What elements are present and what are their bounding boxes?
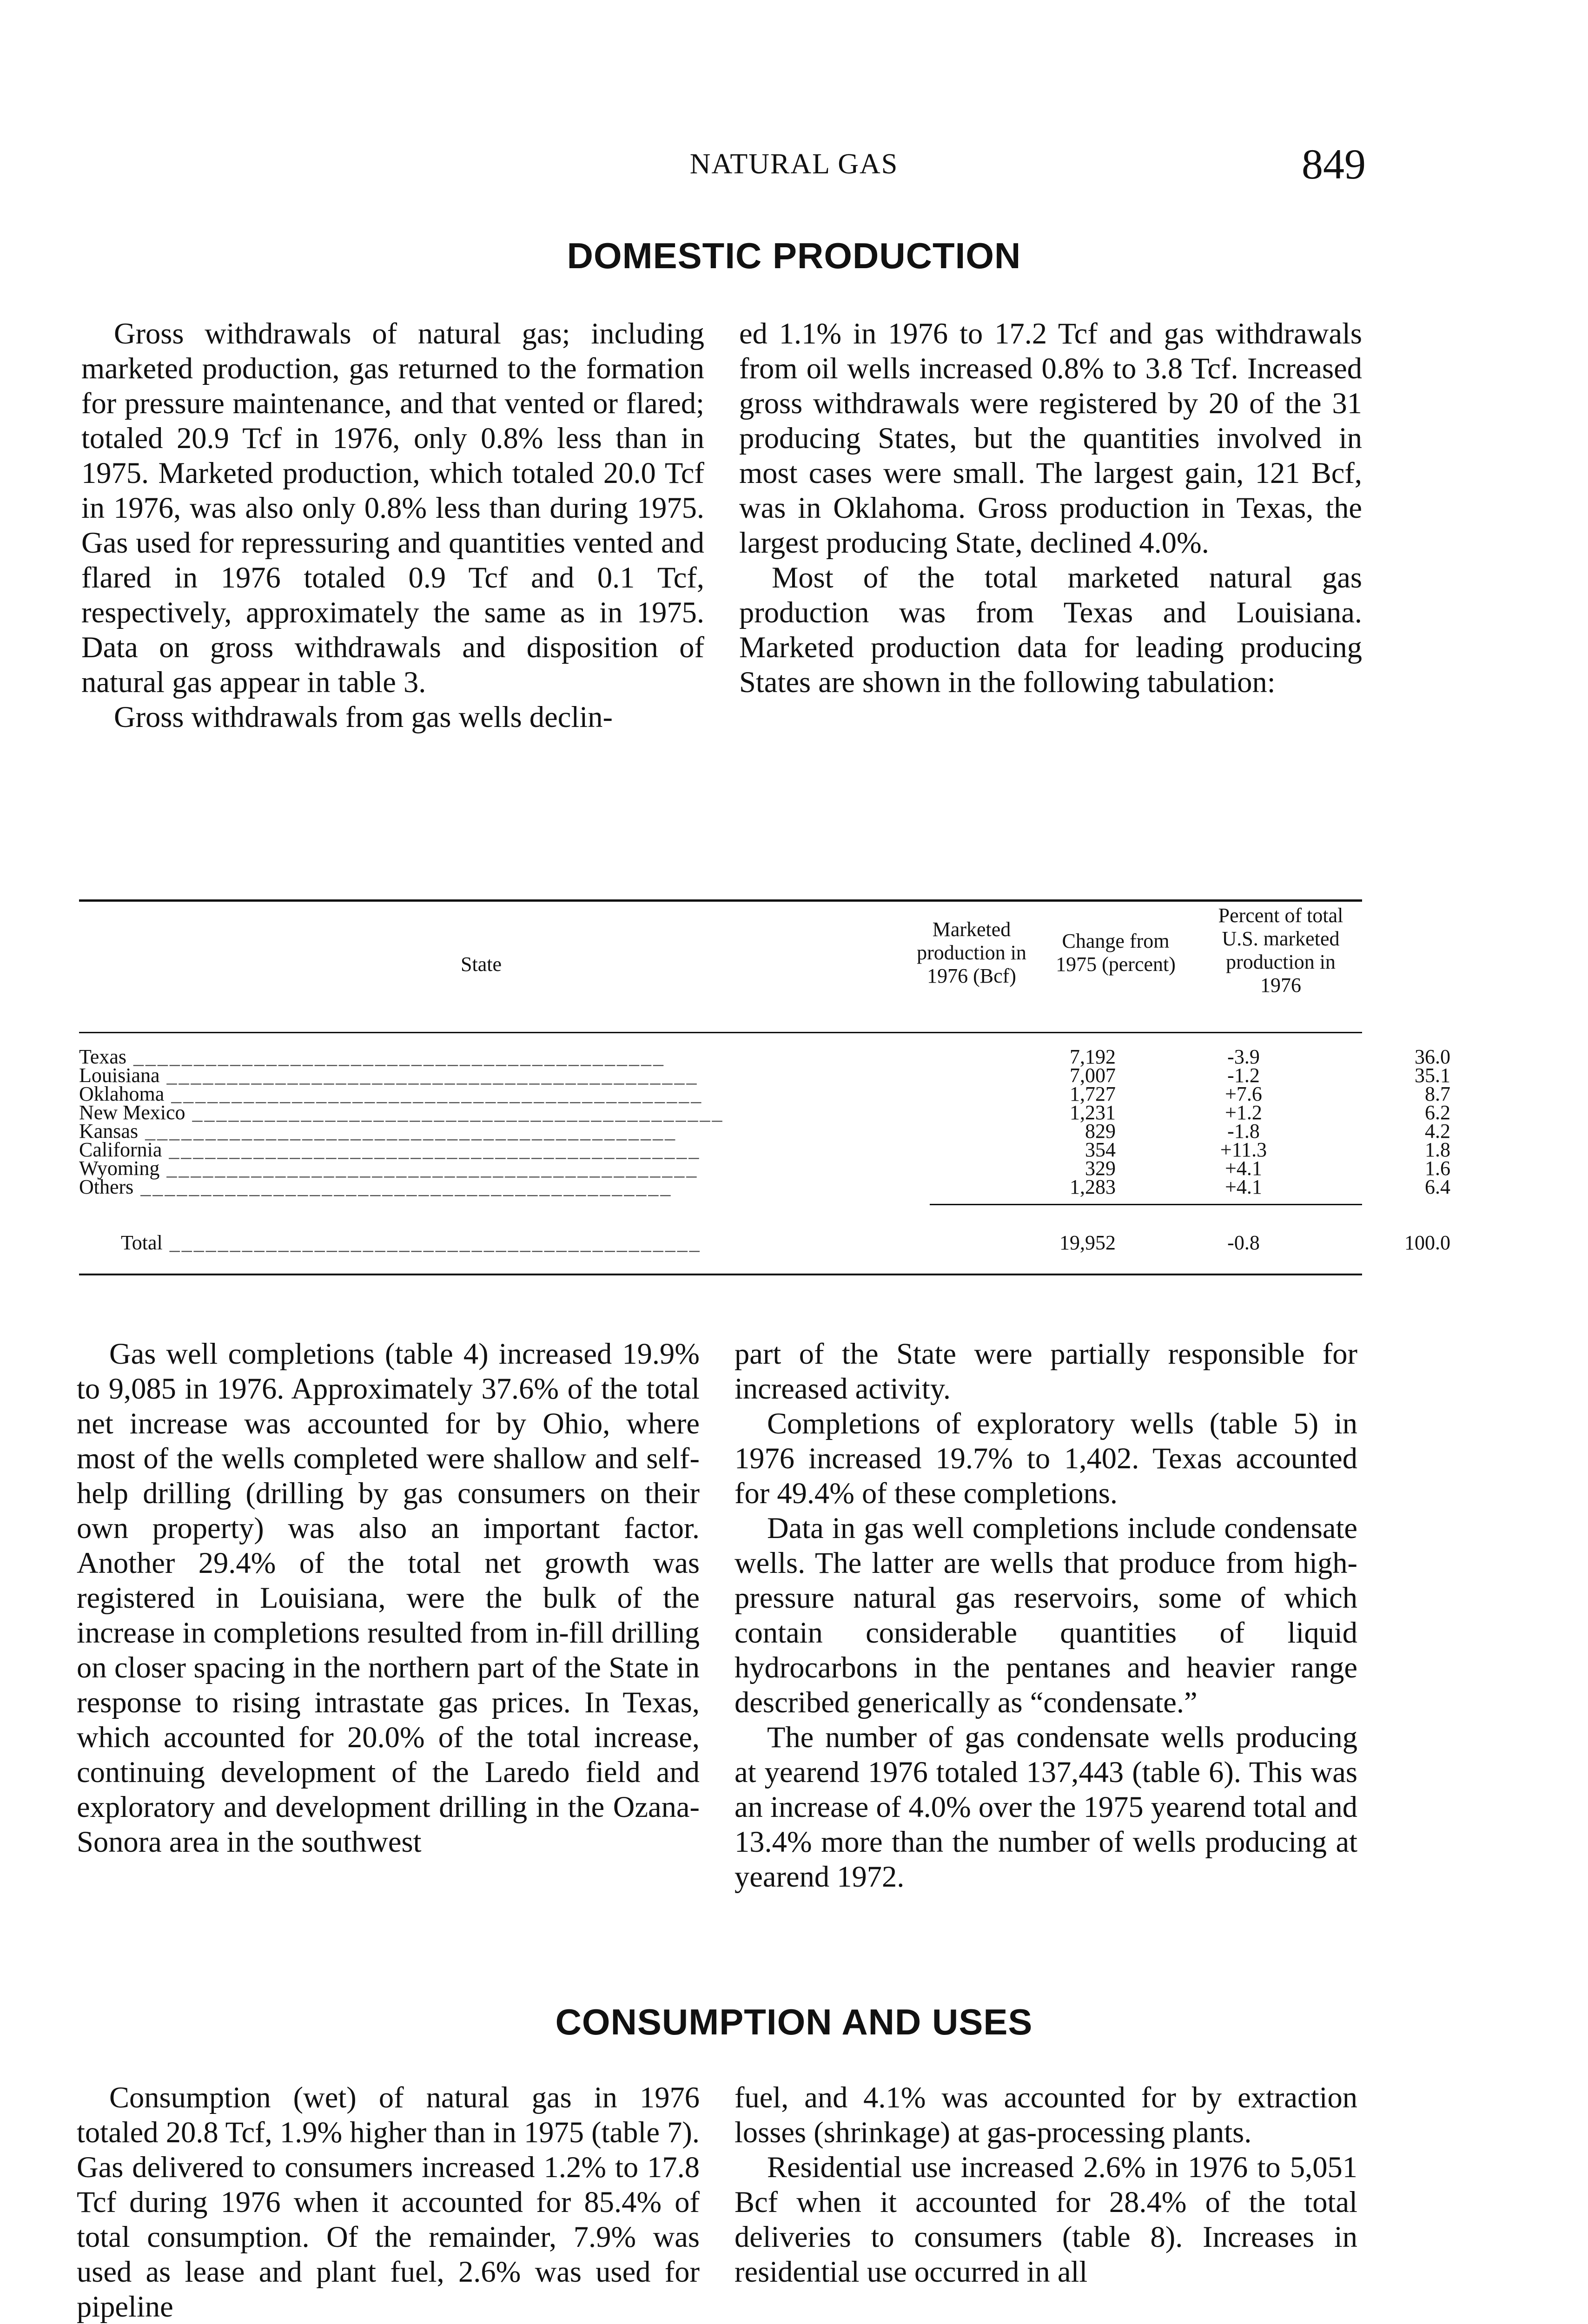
total-percent-value: 100.0 [1404,1231,1450,1254]
paragraph: Completions of exploratory wells (table 5) in 1976 increased 19.7% to 1,402. Texas accounted for 49.4% of these completions. [734,1407,1357,1510]
percent-value: 36.0 [1415,1045,1450,1068]
state-name: Others [79,1176,134,1198]
total-marketed-value: 19,952 [1059,1231,1116,1254]
change-value: -1.8 [1227,1120,1260,1142]
percent-value: 4.2 [1425,1120,1450,1142]
header-state: State [461,953,502,976]
paragraph: Gas well completions (table 4) increased 19.9% to 9,085 in 1976. Approximately 37.6% of the total net increase was accounted for by Ohio, where most of the wells completed were shallow and self-help drilling (drilling by gas consumers on their own property) was also an important factor. Another 29.4% of the total net growth was registered in Louisiana, were the bulk of the increase in completions resulted from in-fill drilling on closer spacing in the northern part of the State in response to rising intrastate gas prices. In Texas, which accounted for 20.0% of the total increase, continuing development of the Laredo field and exploratory and development drilling in the Ozana-Sonora area in the southwest [77,1337,700,1858]
change-value: -3.9 [1227,1045,1260,1068]
percent-value: 6.2 [1425,1101,1450,1124]
total-label: Total [121,1232,163,1254]
header-change: Change from 1975 (percent) [1056,930,1176,976]
marketed-value: 1,283 [1070,1175,1116,1198]
table-total-row: Total ____________________________________________ 19,952 -0.8 100.0 [121,1231,1450,1254]
paragraph: Most of the total marketed natural gas production was from Texas and Louisiana. Marketed production data for leading producing States are shown in the following tabulation: [739,561,1362,699]
percent-value: 1.6 [1425,1157,1450,1180]
marketed-value: 354 [1085,1138,1116,1161]
state-name: Wyoming [79,1157,160,1180]
paragraph: ed 1.1% in 1976 to 17.2 Tcf and gas withdrawals from oil wells increased 0.8% to 3.8 Tcf. Increased gross withdrawals were registered by 20 of the 31 producing States, but the quantities involved in most cases were small. The largest gain, 121 Bcf, was in Oklahoma. Gross production in Texas, the largest producing State, declined 4.0%. [739,317,1362,559]
state-name: Oklahoma [79,1083,165,1105]
percent-value: 8.7 [1425,1083,1450,1105]
mid-left-column [77,1336,700,1859]
paragraph: Gross withdrawals of natural gas; including marketed production, gas returned to the formation for pressure maintenance, and that vented or flared; totaled 20.9 Tcf in 1976, only 0.8% less than in 1975. Marketed production, which totaled 20.0 Tcf in 1976, was also only 0.8% less than during 1975. Gas used for repressuring and quantities vented and flared in 1976 totaled 0.9 Tcf and 0.1 Tcf, respectively, approximately the same as in 1975. Data on gross withdrawals and disposition of natural gas appear in table 3. [81,317,704,699]
change-value: +11.3 [1220,1138,1267,1161]
table-top-rule [79,899,1362,902]
marketed-value: 7,192 [1070,1045,1116,1068]
table-row: Wyoming ____________________________________________ 329 +4.1 1.6 [79,1157,1450,1180]
percent-value: 35.1 [1415,1064,1450,1087]
section-title-consumption: CONSUMPTION AND USES [555,2001,1033,2042]
section-title-domestic-production: DOMESTIC PRODUCTION [567,235,1021,276]
paragraph: fuel, and 4.1% was accounted for by extraction losses (shrinkage) at gas-processing plants. [734,2081,1357,2149]
change-value: -1.2 [1227,1064,1260,1087]
table-row: Louisiana ____________________________________________ 7,007 -1.2 35.1 [79,1064,1450,1087]
paragraph: The number of gas condensate wells producing at yearend 1976 totaled 137,443 (table 6). This was an increase of 4.0% over the 1975 yearend total and 13.4% more than the number of wells producing at yearend 1972. [734,1721,1357,1893]
table-bottom-rule [79,1274,1362,1275]
table-header-rule [79,1032,1362,1033]
state-name: Kansas [79,1120,139,1142]
marketed-value: 1,231 [1070,1101,1116,1124]
change-value: +4.1 [1225,1175,1262,1198]
change-value: +7.6 [1225,1083,1262,1105]
table-row: California ____________________________________________ 354 +11.3 1.8 [79,1138,1450,1161]
total-rule [930,1204,1362,1205]
dp-right-column [739,316,1362,700]
change-value: +4.1 [1225,1157,1262,1180]
paragraph: Data in gas well completions include condensate wells. The latter are wells that produce from high-pressure natural gas reservoirs, some of which contain considerable quantities of liquid hydrocarbons in the pentanes and heavier range described generically as “condensate.” [734,1512,1357,1719]
paragraph: Consumption (wet) of natural gas in 1976 totaled 20.8 Tcf, 1.9% higher than in 1975 (table 7). Gas delivered to consumers increased 1.2% to 17.8 Tcf during 1976 when it accounted for 85.4% of total consumption. Of the remainder, 7.9% was used as lease and plant fuel, 2.6% was used for pipeline [77,2081,700,2323]
page-number: 849 [1302,140,1366,188]
marketed-value: 7,007 [1070,1064,1116,1087]
header-percent: Percent of total U.S. marketed production in 1976 [1218,904,1343,997]
paragraph: part of the State were partially responsible for increased activity. [734,1337,1357,1405]
marketed-value: 1,727 [1070,1083,1116,1105]
table-row: Kansas ____________________________________________ 829 -1.8 4.2 [79,1120,1450,1142]
percent-value: 1.8 [1425,1138,1450,1161]
table-row: New Mexico ____________________________________________ 1,231 +1.2 6.2 [79,1101,1450,1124]
dp-left-column [81,316,704,734]
paragraph: Gross withdrawals from gas wells declin- [114,700,613,733]
state-name: California [79,1139,162,1161]
table-row: Texas ____________________________________________ 7,192 -3.9 36.0 [79,1045,1450,1068]
marketed-value: 329 [1085,1157,1116,1180]
header-marketed: Marketed production in 1976 (Bcf) [917,918,1026,987]
state-name: Texas [79,1046,126,1068]
table-row: Oklahoma ____________________________________________ 1,727 +7.6 8.7 [79,1083,1450,1105]
table-row: Others ____________________________________________ 1,283 +4.1 6.4 [79,1175,1450,1198]
running-head: NATURAL GAS [689,148,899,180]
paragraph: Residential use increased 2.6% in 1976 to 5,051 Bcf when it accounted for 28.4% of the total deliveries to consumers (table 8). Increases in residential use occurred in all [734,2151,1357,2288]
percent-value: 6.4 [1425,1175,1450,1198]
cons-left-column [77,2080,700,2324]
cons-right-column [734,2080,1357,2289]
marketed-value: 829 [1085,1120,1116,1142]
state-name: Louisiana [79,1064,160,1087]
change-value: +1.2 [1225,1101,1262,1124]
state-name: New Mexico [79,1102,185,1124]
mid-right-column [734,1336,1357,1894]
total-change-value: -0.8 [1227,1231,1260,1254]
